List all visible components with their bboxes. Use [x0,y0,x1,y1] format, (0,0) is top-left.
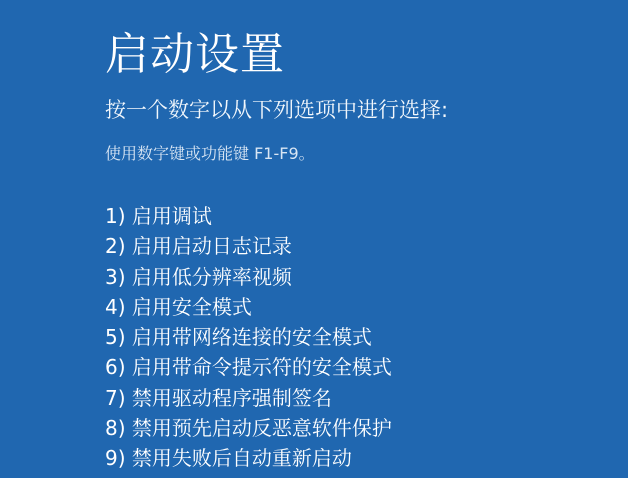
startup-option-3: 3) 启用低分辨率视频 [105,264,292,289]
startup-option-2: 2) 启用启动日志记录 [105,234,292,259]
startup-option-7: 7) 禁用驱动程序强制签名 [105,385,332,410]
page-title: 启动设置 [105,29,285,80]
startup-option-6: 6) 启用带命令提示符的安全模式 [105,355,392,380]
instruction-text: 按一个数字以从下列选项中进行选择: [105,98,449,122]
startup-option-5: 5) 启用带网络连接的安全模式 [105,325,372,350]
startup-settings-content [105,0,608,474]
startup-option-8: 8) 禁用预先启动反恶意软件保护 [105,416,392,441]
startup-option-4: 4) 启用安全模式 [105,294,252,319]
function-keys-hint: 使用数字键或功能键 F1-F9。 [105,144,315,163]
startup-options-list [105,201,608,474]
startup-option-1: 1) 启用调试 [105,204,212,228]
startup-option-9: 9) 禁用失败后自动重新启动 [105,446,352,471]
